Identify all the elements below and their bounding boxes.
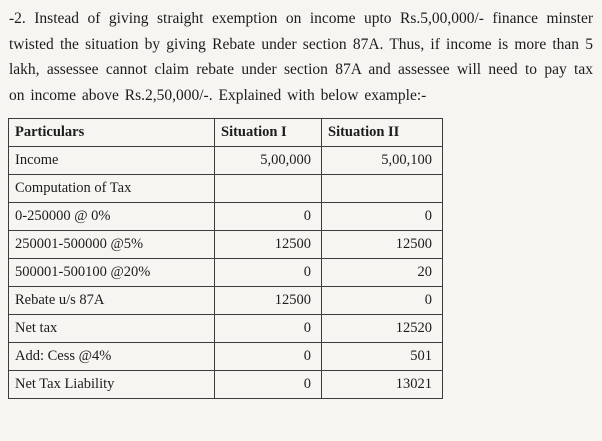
table-row — [9, 343, 443, 371]
value-cell: 12520 — [322, 315, 443, 343]
particulars-cell: Net Tax Liability — [9, 371, 215, 399]
value-cell: 0 — [215, 371, 322, 399]
table-header-row — [9, 119, 443, 147]
value-cell: 13021 — [322, 371, 443, 399]
table-row — [9, 175, 443, 203]
value-cell: 0 — [322, 287, 443, 315]
value-cell: 0 — [215, 203, 322, 231]
particulars-cell: 250001-500000 @5% — [9, 231, 215, 259]
particulars-cell: Rebate u/s 87A — [9, 287, 215, 315]
table-row — [9, 147, 443, 175]
value-cell: 12500 — [215, 231, 322, 259]
value-cell — [215, 175, 322, 203]
particulars-cell: 0-250000 @ 0% — [9, 203, 215, 231]
table-row — [9, 231, 443, 259]
value-cell — [322, 175, 443, 203]
header-situation-2: Situation II — [322, 119, 443, 147]
table-body — [9, 147, 443, 399]
table-row — [9, 371, 443, 399]
table-row — [9, 315, 443, 343]
value-cell: 0 — [322, 203, 443, 231]
particulars-cell: Computation of Tax — [9, 175, 215, 203]
value-cell: 5,00,000 — [215, 147, 322, 175]
table-row — [9, 203, 443, 231]
tax-computation-table — [8, 118, 443, 399]
intro-paragraph: -2. Instead of giving straight exemption on income upto Rs.5,00,000/- finance minster twisted the situation by giving Rebate under section 87A. Thus, if income is more than 5 lakh, assessee cannot claim rebate under section 87A and assessee will need to pay tax on income above Rs.2,50,000/-. Explained with below example:- — [9, 10, 593, 104]
value-cell: 501 — [322, 343, 443, 371]
particulars-cell: Add: Cess @4% — [9, 343, 215, 371]
header-situation-1: Situation I — [215, 119, 322, 147]
table-row — [9, 259, 443, 287]
value-cell: 0 — [215, 259, 322, 287]
table-row — [9, 287, 443, 315]
value-cell: 0 — [215, 343, 322, 371]
value-cell: 5,00,100 — [322, 147, 443, 175]
header-particulars: Particulars — [9, 119, 215, 147]
value-cell: 12500 — [322, 231, 443, 259]
value-cell: 0 — [215, 315, 322, 343]
particulars-cell: 500001-500100 @20% — [9, 259, 215, 287]
particulars-cell: Net tax — [9, 315, 215, 343]
value-cell: 20 — [322, 259, 443, 287]
value-cell: 12500 — [215, 287, 322, 315]
particulars-cell: Income — [9, 147, 215, 175]
